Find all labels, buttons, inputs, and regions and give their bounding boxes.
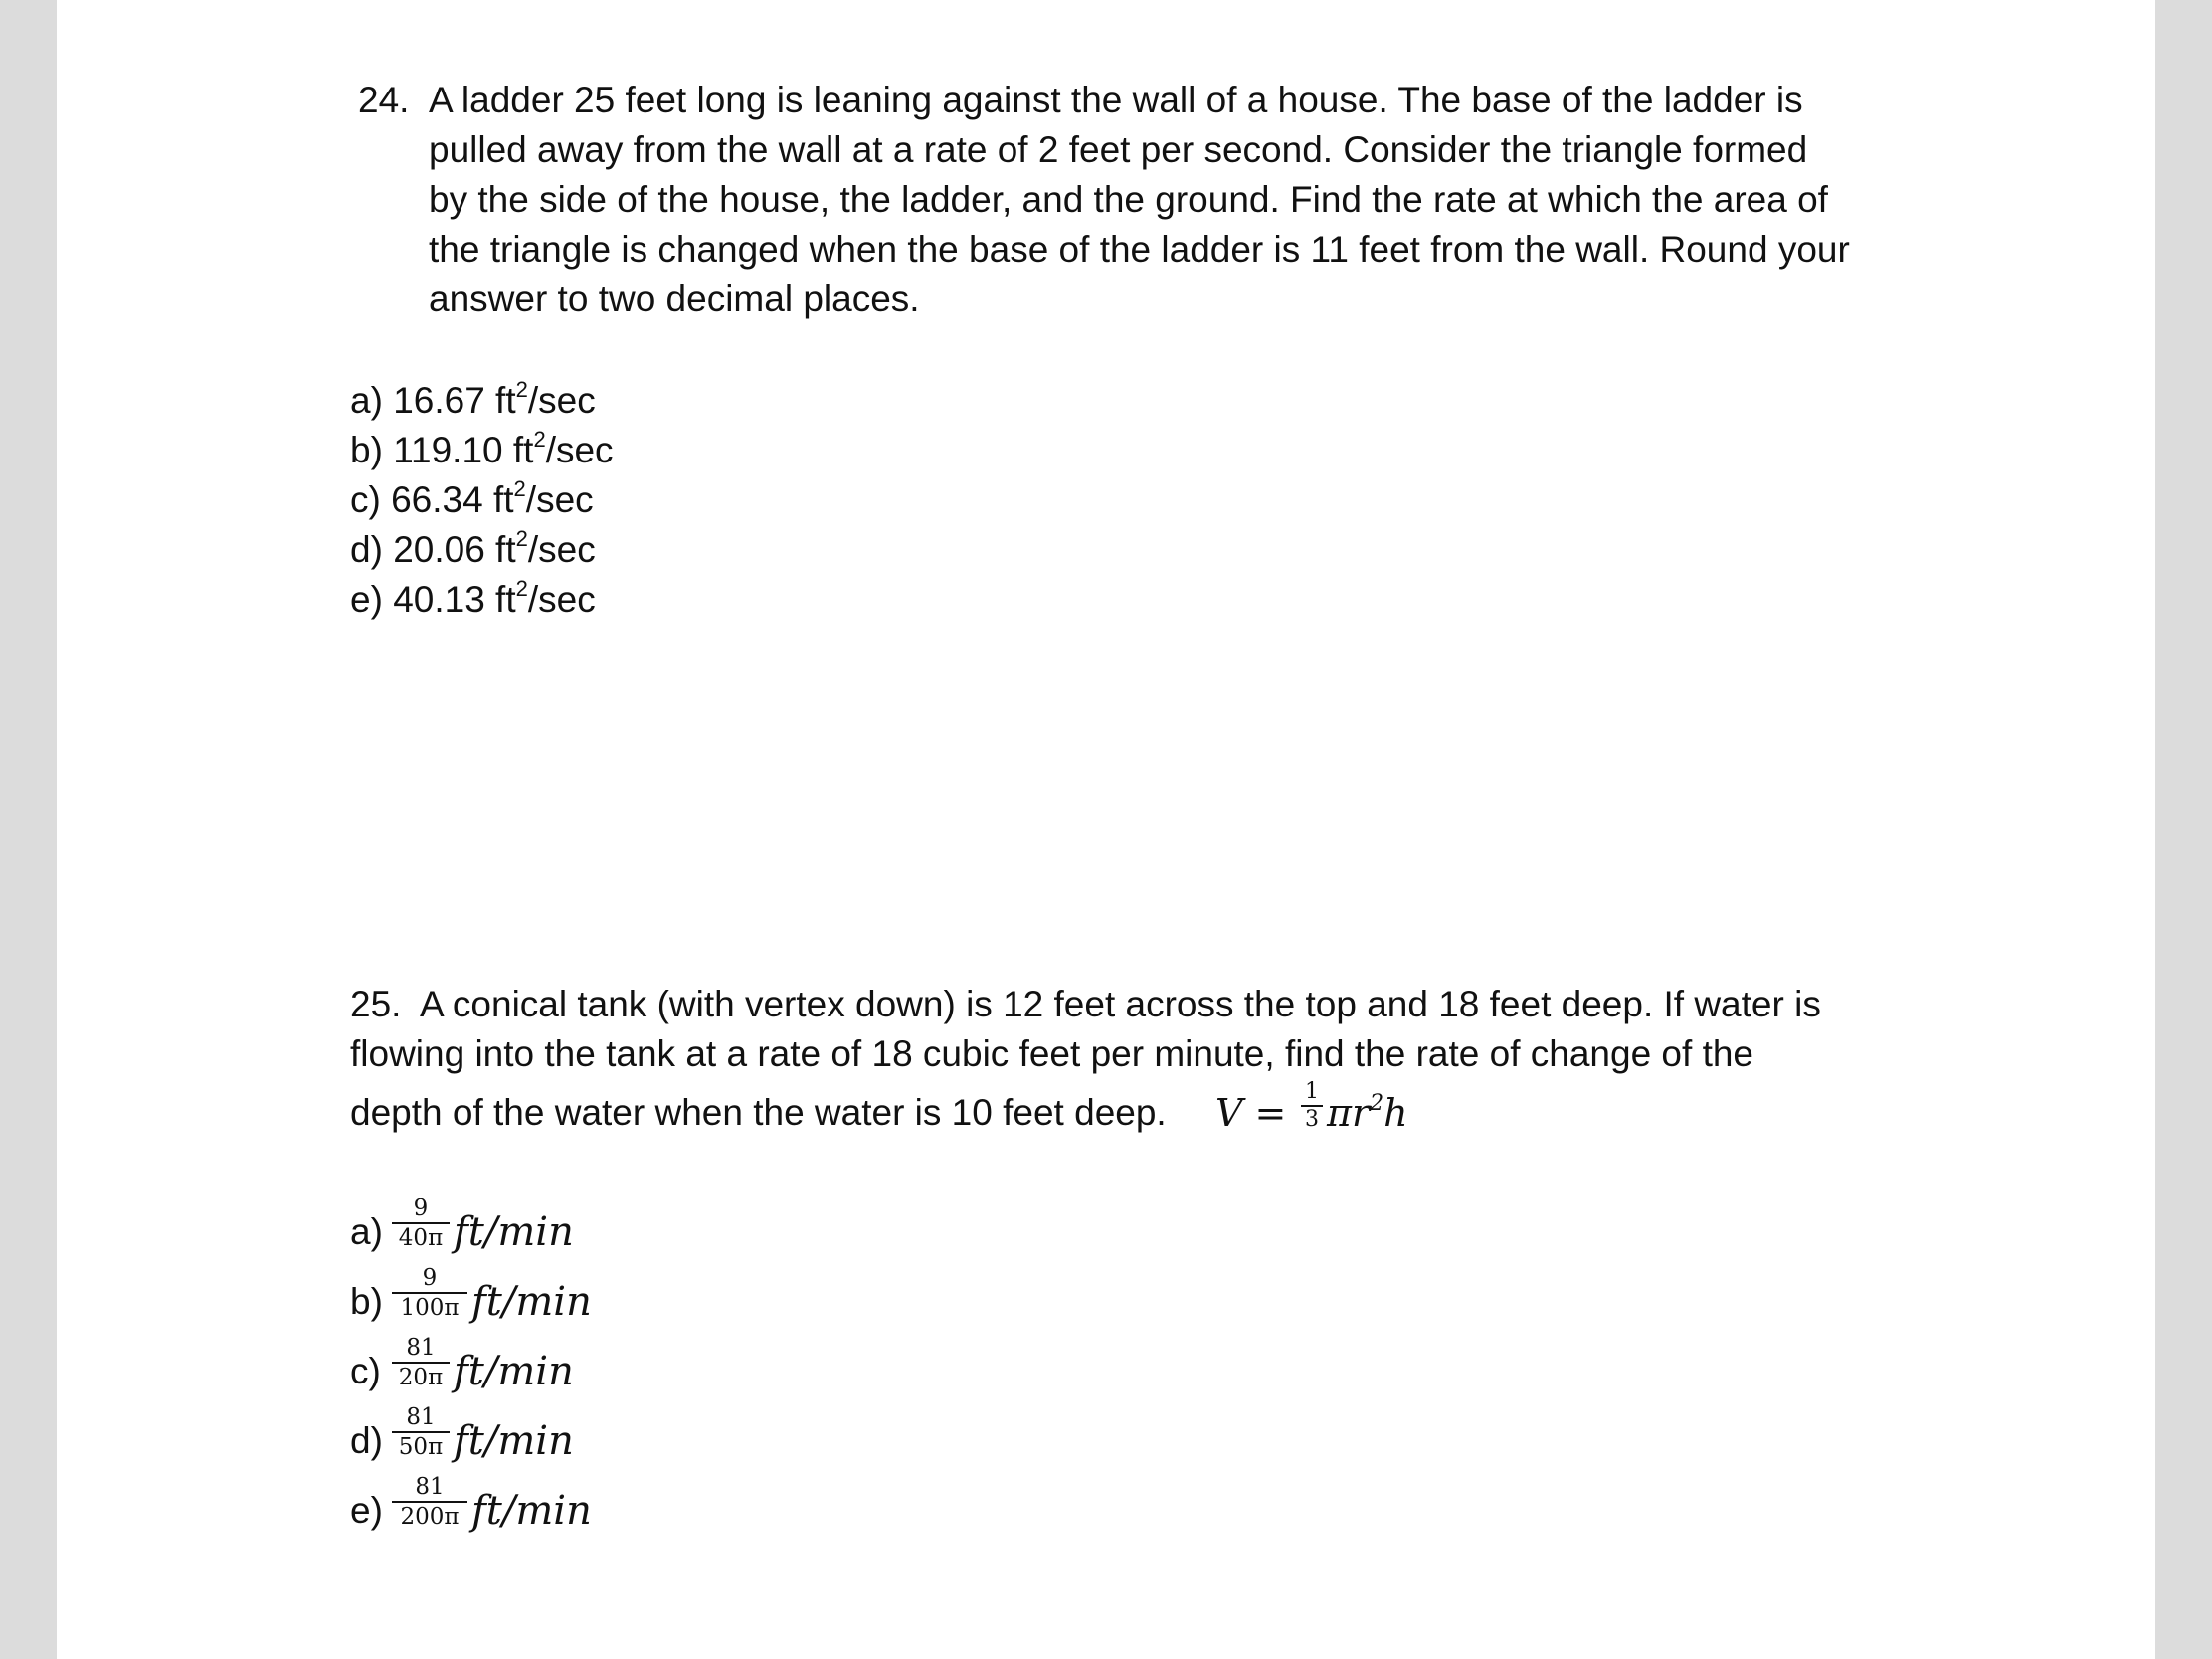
answer-choice-a [350, 376, 596, 426]
answer-choice-c [350, 475, 594, 525]
choice-unit: ft/min [454, 1349, 574, 1394]
choice-unit: ft/min [471, 1488, 592, 1534]
fraction-bar [392, 1431, 450, 1433]
fraction-bar [392, 1362, 450, 1364]
fraction-denominator: 3 [1305, 1107, 1319, 1132]
question-text-line: depth of the water when the water is 10 feet deep. [350, 1092, 1167, 1133]
choice-unit: ft/min [471, 1279, 592, 1325]
fraction-denominator: 20π [398, 1365, 444, 1390]
question-text-line: pulled away from the wall at a rate of 2 feet per second. Consider the triangle formed [429, 129, 1808, 170]
question-text-line: the triangle is changed when the base of the ladder is 11 feet from the wall. Round your [429, 229, 1850, 270]
choice-exponent: 2 [515, 576, 528, 601]
choice-exponent: 2 [533, 427, 546, 452]
answer-choice-e [350, 575, 596, 625]
choice-exponent: 2 [513, 476, 526, 501]
choice-unit: ft/min [454, 1209, 574, 1255]
choice-label: e) [350, 1490, 383, 1531]
choice-value: 20.06 ft [393, 529, 516, 570]
fraction-denominator: 100π [400, 1295, 460, 1321]
formula-exponent: 2 [1370, 1091, 1384, 1116]
fraction-bar [392, 1292, 467, 1294]
choice-unit: /sec [527, 529, 596, 570]
choice-label: d) [350, 529, 383, 570]
question-number: 25. [350, 984, 402, 1024]
choice-label: b) [350, 430, 383, 470]
fraction-numerator: 1 [1305, 1079, 1319, 1104]
choice-fraction [392, 1474, 467, 1530]
fraction-denominator: 40π [398, 1225, 444, 1251]
fraction-denominator: 50π [398, 1434, 444, 1460]
question-text-line: by the side of the house, the ladder, and the ground. Find the rate at which the area of [429, 179, 1828, 220]
choice-label: b) [350, 1281, 383, 1322]
choice-fraction [392, 1335, 450, 1390]
fraction-denominator: 200π [400, 1504, 460, 1530]
fraction-bar [392, 1501, 467, 1503]
fraction-numerator: 9 [413, 1196, 429, 1221]
choice-unit: ft/min [454, 1418, 574, 1464]
question-text-line: flowing into the tank at a rate of 18 cubic feet per minute, find the rate of change of the [350, 1033, 1754, 1074]
choice-label: c) [350, 479, 381, 520]
fraction-bar [392, 1222, 450, 1224]
choice-label: c) [350, 1351, 381, 1391]
formula-h: h [1383, 1091, 1408, 1135]
choice-unit: /sec [525, 479, 594, 520]
choice-label: a) [350, 380, 383, 421]
choice-fraction [392, 1196, 450, 1251]
choice-fraction [392, 1265, 467, 1321]
formula-rhs [1327, 1088, 1408, 1138]
choice-fraction [392, 1404, 450, 1460]
choice-exponent: 2 [515, 377, 528, 402]
choice-unit: /sec [527, 380, 596, 421]
choice-unit: /sec [527, 579, 596, 620]
choice-label: d) [350, 1420, 383, 1461]
formula-pi-r: πr [1327, 1091, 1371, 1135]
fraction-numerator: 9 [422, 1265, 438, 1291]
choice-value: 40.13 ft [393, 579, 516, 620]
choice-exponent: 2 [515, 526, 528, 551]
choice-value: 119.10 ft [393, 430, 534, 470]
answer-choice-b [350, 426, 614, 475]
fraction-numerator: 81 [415, 1474, 445, 1500]
question-text-line: A ladder 25 feet long is leaning against the wall of a house. The base of the ladder is [429, 80, 1803, 120]
choice-label: e) [350, 579, 383, 620]
question-text-line: A conical tank (with vertex down) is 12 feet across the top and 18 feet deep. If water is [420, 984, 1821, 1024]
answer-choice-d [350, 525, 596, 575]
formula-lhs: V = [1215, 1091, 1287, 1135]
choice-unit: /sec [545, 430, 614, 470]
choice-label: a) [350, 1211, 383, 1252]
question-number: 24. [358, 80, 410, 120]
choice-value: 16.67 ft [393, 380, 516, 421]
formula-fraction [1301, 1080, 1323, 1132]
question-text-line: answer to two decimal places. [429, 278, 920, 319]
choice-value: 66.34 ft [391, 479, 514, 520]
fraction-numerator: 81 [406, 1335, 436, 1361]
fraction-numerator: 81 [406, 1404, 436, 1430]
